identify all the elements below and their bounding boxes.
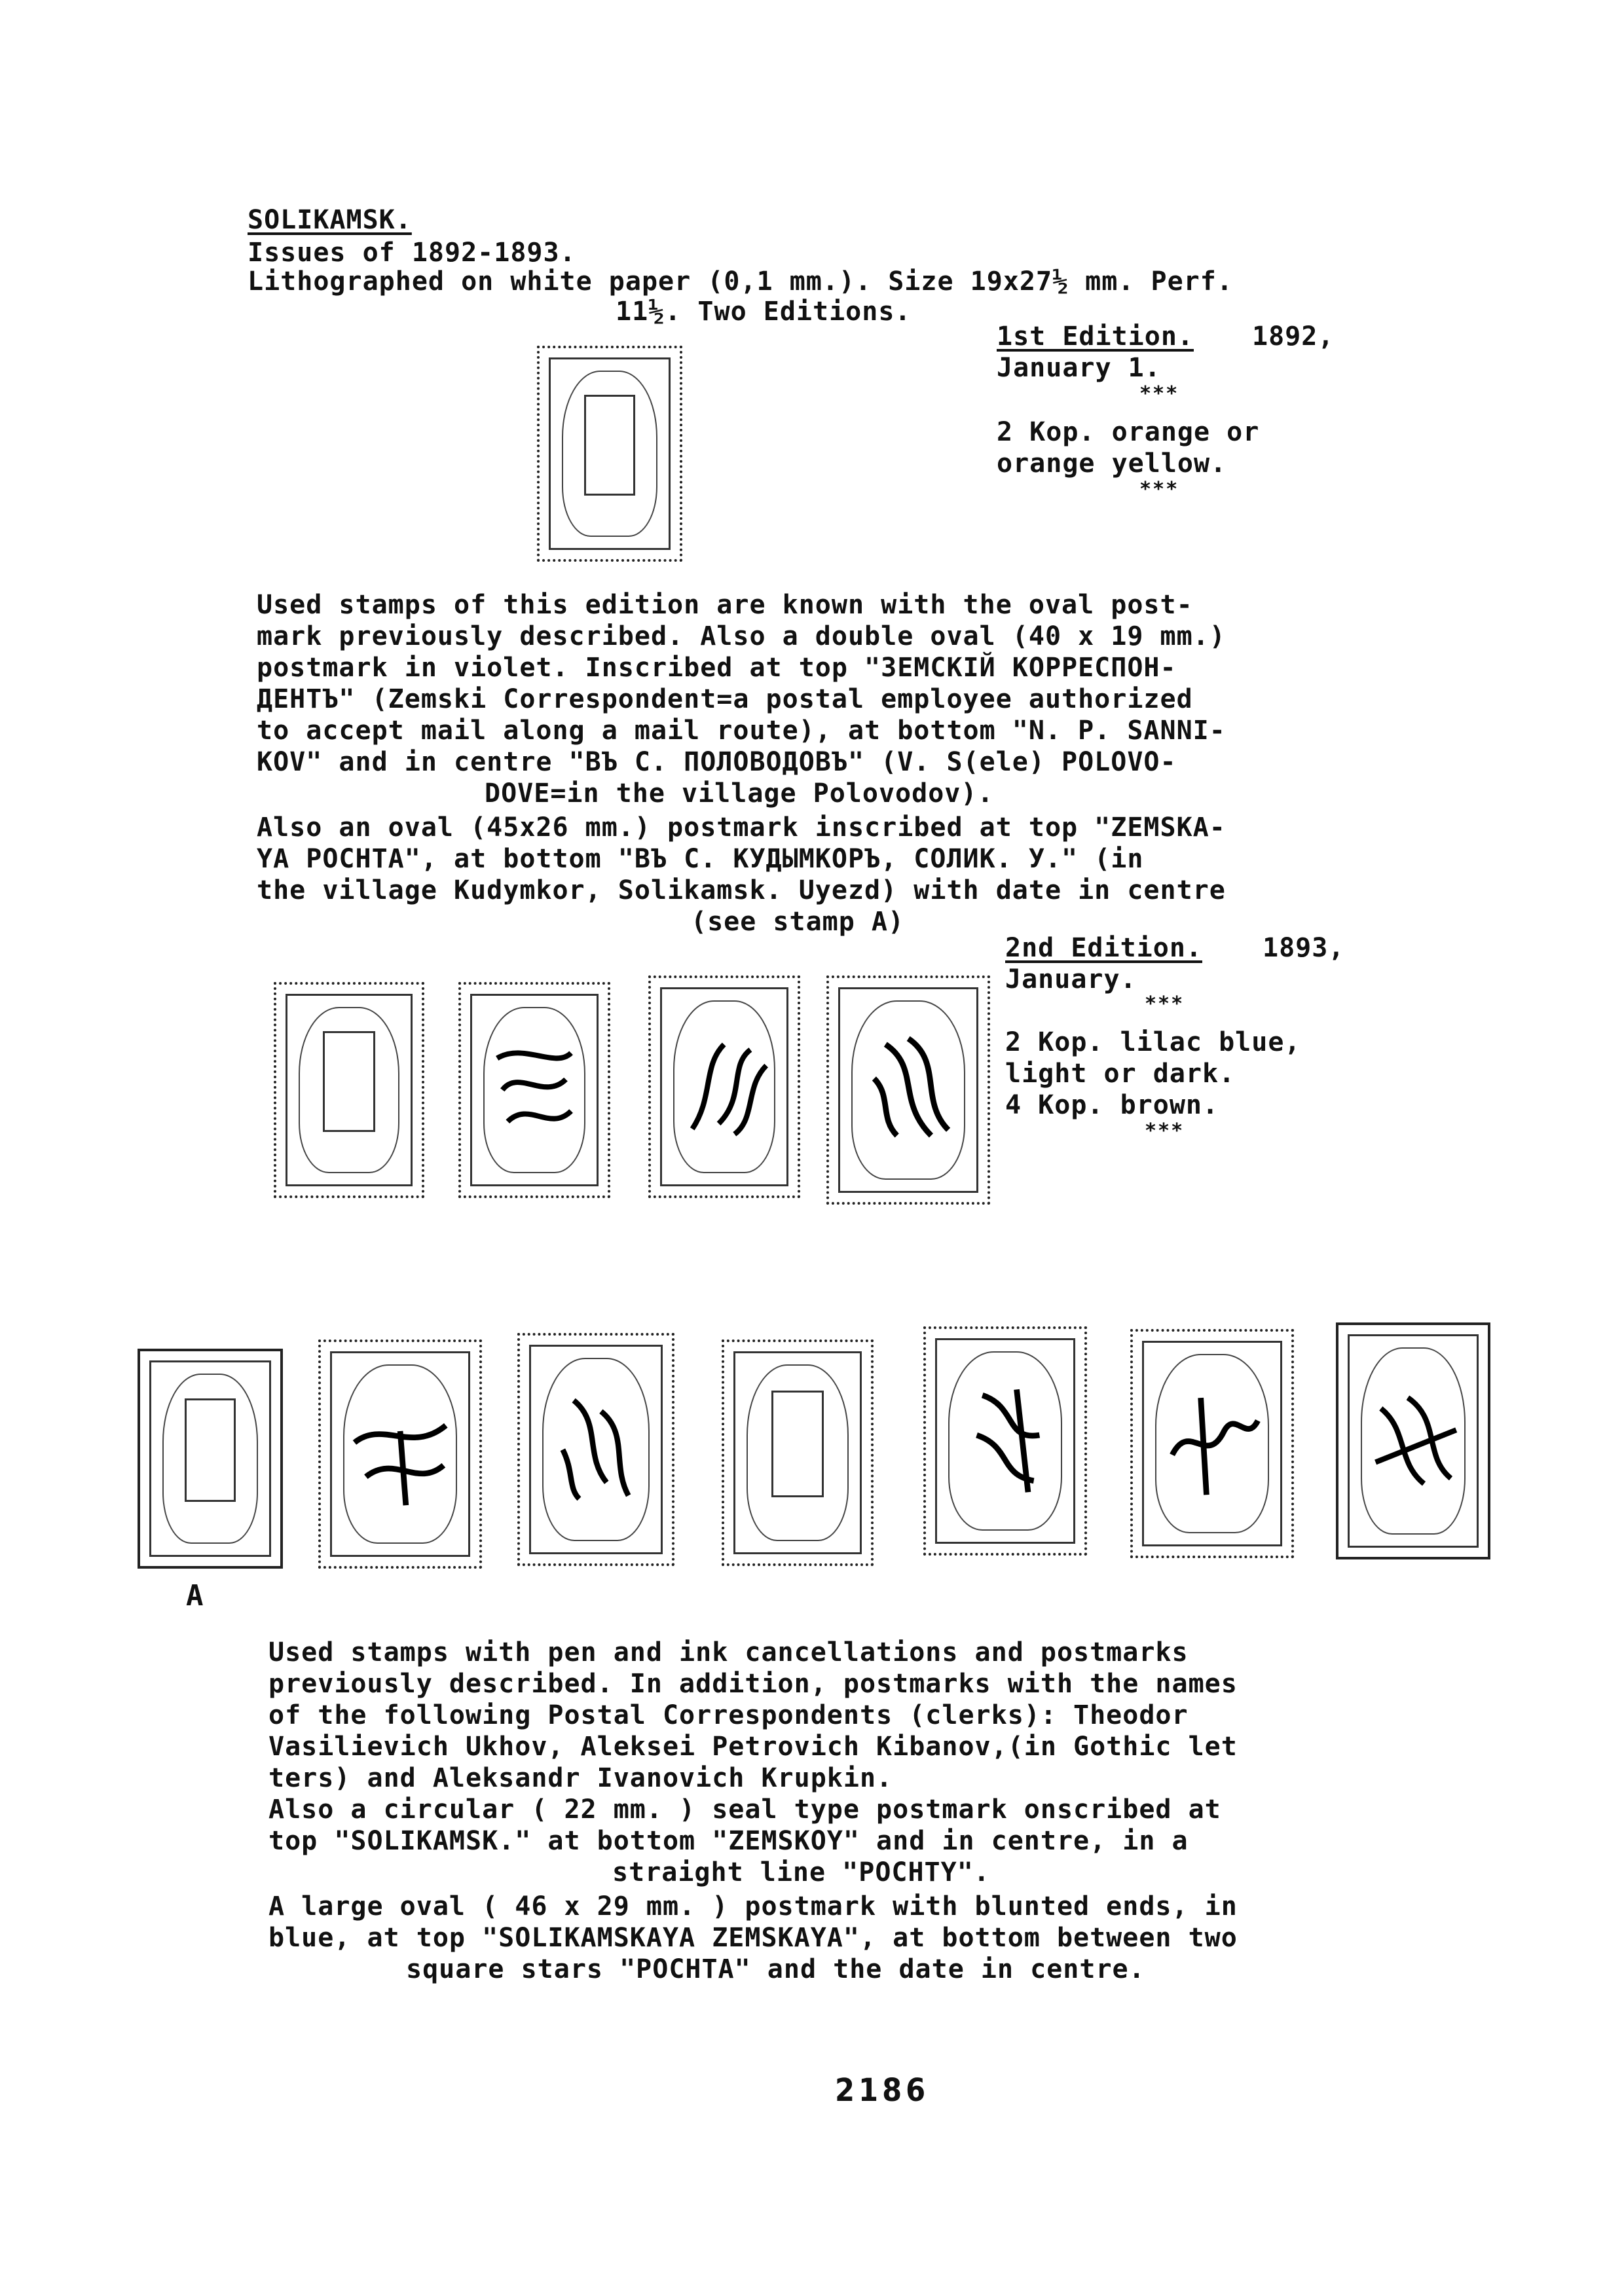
edition2-line-1: 2 Kop. lilac blue, bbox=[1005, 1027, 1301, 1057]
para2-line-7: top "SOLIKAMSK." at bottom "ZEMSKOY" and in centre, in a bbox=[268, 1826, 1189, 1856]
pen-cancel-icon bbox=[1359, 1348, 1467, 1533]
page-title: SOLIKAMSK. bbox=[248, 205, 412, 235]
para2-line-1: Used stamps with pen and ink cancellations and postmarks bbox=[268, 1637, 1189, 1667]
stamp-label-a: A bbox=[186, 1579, 204, 1613]
para1-line-1: Used stamps of this edition are known with the oval post- bbox=[257, 590, 1193, 620]
stamp-row3-2 bbox=[318, 1339, 482, 1569]
para1-line-5: to accept mail along a mail route), at bottom "N. P. SANNI- bbox=[257, 716, 1226, 746]
para2-line-11: square stars "POCHTA" and the date in centre. bbox=[406, 1954, 1145, 1984]
page-number: 2186 bbox=[835, 2072, 930, 2109]
stamp-row2-3 bbox=[648, 975, 800, 1198]
para2-line-5: ters) and Aleksandr Ivanovich Krupkin. bbox=[268, 1763, 893, 1793]
para1-line-3: postmark in violet. Inscribed at top "ЗЕМСКIЙ КОРРЕСПОН- bbox=[257, 653, 1177, 683]
para1-line-6: KOV" and in centre "ВЪ С. ПОЛОВОДОВЪ" (V. S(ele) POLOVO- bbox=[257, 747, 1177, 777]
edition1-date: January 1. bbox=[997, 353, 1161, 383]
intro-line-3: 11½. Two Editions. bbox=[616, 297, 912, 327]
stamp-row3-7 bbox=[1336, 1322, 1490, 1559]
para2-line-3: of the following Postal Correspondents (clerks): Theodor bbox=[268, 1700, 1189, 1730]
stamp-row2-4 bbox=[826, 975, 990, 1205]
stamp-row3-6 bbox=[1130, 1329, 1294, 1558]
edition2-stars-end: *** bbox=[1145, 1120, 1185, 1142]
para1-line-2: mark previously described. Also a double oval (40 x 19 mm.) bbox=[257, 621, 1226, 651]
para1-line-8: Also an oval (45x26 mm.) postmark inscribed at top "ZEMSKA- bbox=[257, 812, 1226, 843]
edition2-line-2: light or dark. bbox=[1005, 1059, 1236, 1089]
edition2-stars: *** bbox=[1145, 993, 1185, 1015]
para2-line-8: straight line "POCHTY". bbox=[612, 1857, 990, 1887]
stamp-row3-5 bbox=[923, 1326, 1087, 1556]
pen-cancel-icon bbox=[851, 1000, 965, 1180]
pen-cancel-icon bbox=[541, 1358, 650, 1540]
stamp-edition1 bbox=[537, 346, 682, 562]
stamp-row2-2 bbox=[458, 982, 610, 1198]
para1-line-4: ДЕНТЪ" (Zemski Correspondent=a postal employee authorized bbox=[257, 684, 1193, 714]
edition2-title: 2nd Edition. bbox=[1005, 933, 1202, 963]
para2-line-10: blue, at top "SOLIKAMSKAYA ZEMSKAYA", at bottom between two bbox=[268, 1923, 1238, 1953]
edition1-title: 1st Edition. bbox=[997, 321, 1194, 352]
intro-line-1: Issues of 1892-1893. bbox=[248, 238, 576, 268]
para2-line-9: A large oval ( 46 x 29 mm. ) postmark with blunted ends, in bbox=[268, 1891, 1238, 1922]
edition2-date: January. bbox=[1005, 964, 1137, 994]
pen-cancel-icon bbox=[343, 1364, 457, 1544]
para2-line-6: Also a circular ( 22 mm. ) seal type postmark onscribed at bbox=[268, 1795, 1221, 1825]
edition1-year: 1892, bbox=[1252, 321, 1335, 352]
stamp-row3-a bbox=[138, 1349, 283, 1569]
para2-line-2: previously described. In addition, postmarks with the names bbox=[268, 1669, 1238, 1699]
pen-cancel-icon bbox=[671, 1000, 777, 1174]
para1-line-11: (see stamp A) bbox=[691, 907, 905, 937]
edition1-stars-end: *** bbox=[1139, 478, 1179, 501]
edition2-year: 1893, bbox=[1263, 933, 1345, 963]
pen-cancel-icon bbox=[481, 1006, 587, 1175]
stamp-row3-4 bbox=[722, 1339, 874, 1566]
pen-cancel-icon bbox=[1155, 1354, 1269, 1533]
para1-line-9: YA POCHTA", at bottom "ВЪ С. КУДЫМКОРЪ, СОЛИК. У." (in bbox=[257, 844, 1144, 874]
stamp-row3-3 bbox=[517, 1333, 674, 1566]
stamp-row2-1 bbox=[274, 982, 424, 1198]
pen-cancel-icon bbox=[948, 1351, 1062, 1531]
edition2-line-3: 4 Kop. brown. bbox=[1005, 1090, 1219, 1120]
edition1-stars: *** bbox=[1139, 382, 1179, 405]
para1-line-10: the village Kudymkor, Solikamsk. Uyezd) with date in centre bbox=[257, 875, 1226, 905]
para2-line-4: Vasilievich Ukhov, Aleksei Petrovich Kibanov,(in Gothic let bbox=[268, 1732, 1238, 1762]
para1-line-7: DOVE=in the village Polovodov). bbox=[485, 778, 994, 809]
intro-line-2: Lithographed on white paper (0,1 mm.). Size 19x27½ mm. Perf. bbox=[248, 266, 1233, 297]
edition1-line-2: orange yellow. bbox=[997, 448, 1227, 479]
edition1-line-1: 2 Kop. orange or bbox=[997, 417, 1260, 447]
